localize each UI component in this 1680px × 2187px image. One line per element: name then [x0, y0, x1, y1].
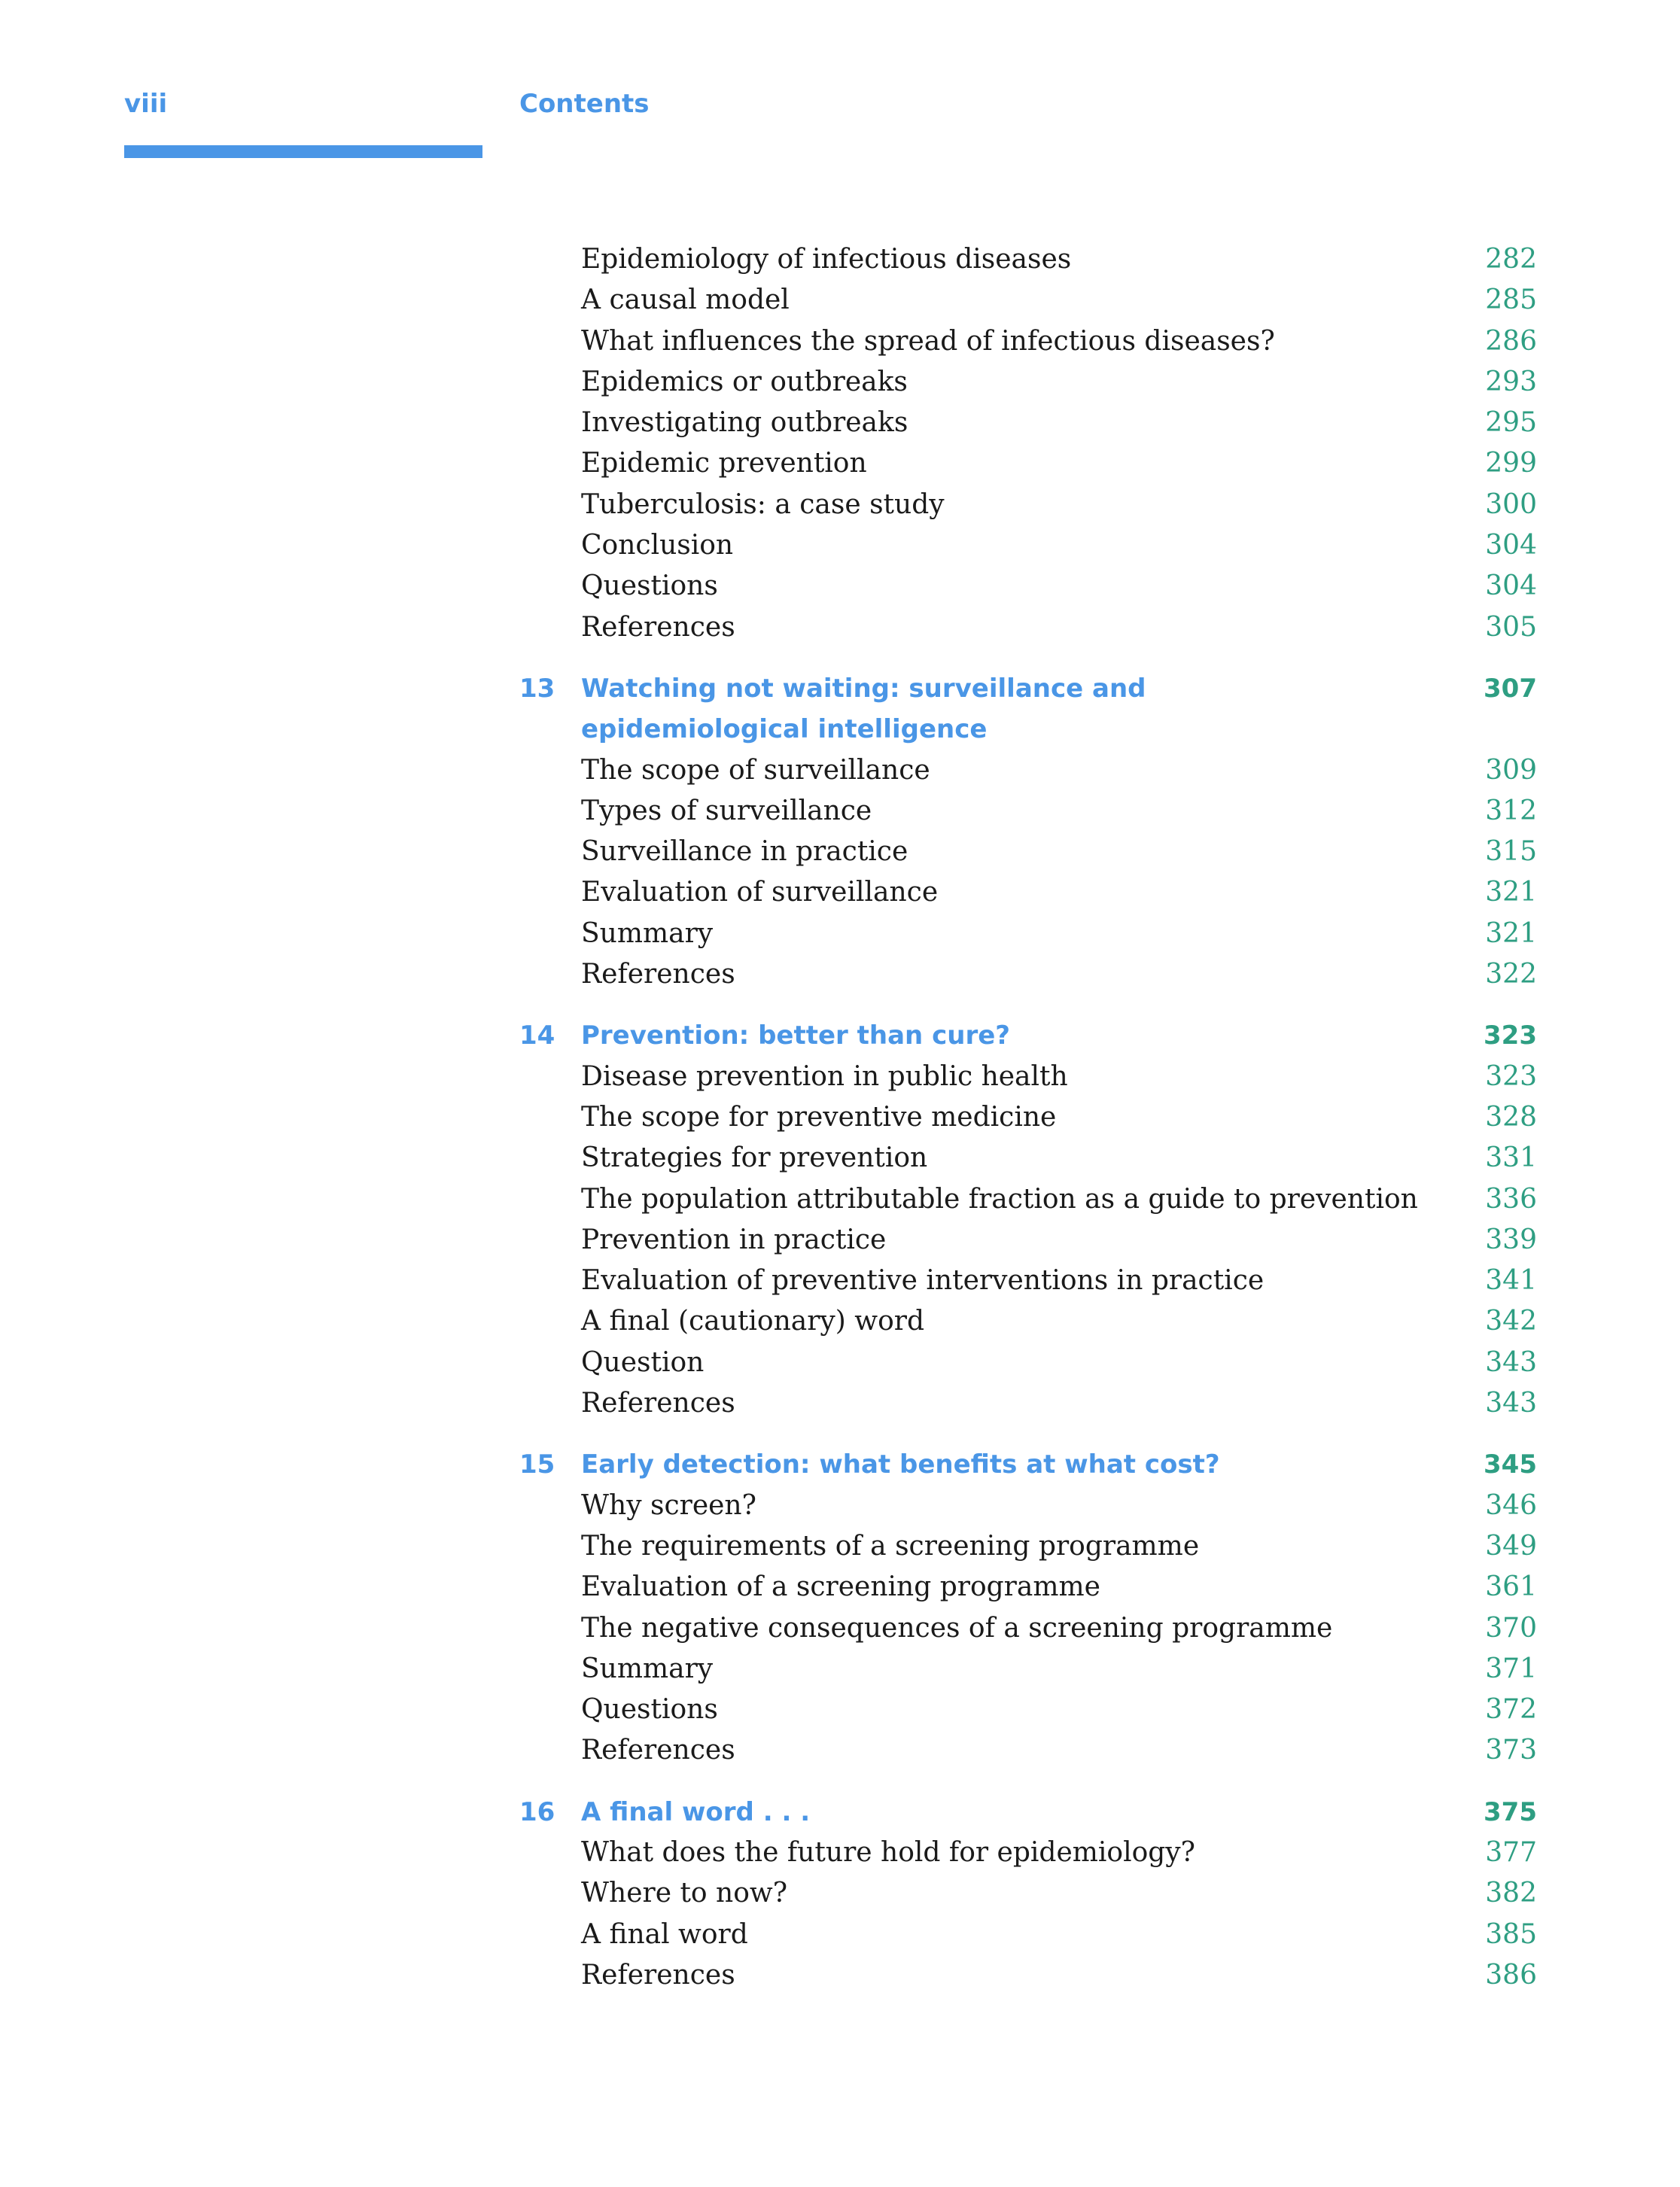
- chapter-heading[interactable]: [519, 1792, 1545, 1833]
- toc-entry[interactable]: [519, 1915, 1545, 1955]
- toc-entry[interactable]: [519, 1567, 1545, 1608]
- toc-entry-page: 377: [1485, 1836, 1537, 1868]
- toc-entry-page: 382: [1485, 1878, 1537, 1909]
- chapter-heading-continued[interactable]: [519, 709, 1545, 750]
- toc-entry-title: What influences the spread of infectious diseases?: [581, 325, 1275, 357]
- toc-entry-page: 323: [1485, 1060, 1537, 1092]
- toc-entry[interactable]: [519, 280, 1545, 321]
- chapter-heading[interactable]: [519, 1444, 1545, 1485]
- chapter-page: 345: [1484, 1449, 1537, 1480]
- toc-entry-title: Tuberculosis: a case study: [581, 488, 945, 520]
- toc-entry-title: Epidemic prevention: [581, 448, 867, 479]
- chapter-14: [519, 1015, 1545, 1056]
- toc-entry-page: 322: [1485, 959, 1537, 990]
- toc-entry-title: Summary: [581, 1653, 714, 1684]
- toc-entry-title: The population attributable fraction as a guide to prevention: [581, 1183, 1418, 1215]
- chapter-number: 14: [519, 1020, 555, 1051]
- toc-entry-page: 305: [1485, 611, 1537, 643]
- chapter-title: Early detection: what benefits at what cost?: [581, 1449, 1220, 1480]
- chapter-13-entries: [519, 750, 1545, 996]
- toc-entry-page: 295: [1485, 407, 1537, 439]
- chapter-13: [519, 668, 1545, 750]
- toc-entry[interactable]: [519, 362, 1545, 403]
- toc-entry-title: References: [581, 1388, 735, 1419]
- toc-entry-page: 371: [1485, 1653, 1537, 1684]
- toc-entry-title: The negative consequences of a screening programme: [581, 1612, 1333, 1644]
- toc-entry[interactable]: [519, 607, 1545, 648]
- toc-entry[interactable]: [519, 1730, 1545, 1771]
- toc-entry-page: 293: [1485, 366, 1537, 397]
- toc-entry[interactable]: [519, 1261, 1545, 1301]
- chapter-number: 15: [519, 1449, 555, 1480]
- toc-entry-title: References: [581, 1959, 735, 1991]
- toc-entry[interactable]: [519, 239, 1545, 280]
- chapter-15-entries: [519, 1486, 1545, 1772]
- toc-entry-page: 285: [1485, 284, 1537, 316]
- toc-entry-title: Epidemics or outbreaks: [581, 366, 908, 397]
- toc-entry-page: 361: [1485, 1571, 1537, 1603]
- toc-entry-title: The requirements of a screening programme: [581, 1530, 1200, 1562]
- toc-entry-page: 299: [1485, 448, 1537, 479]
- toc-entry-page: 304: [1485, 570, 1537, 602]
- toc-entry-page: 385: [1485, 1918, 1537, 1950]
- toc-entry[interactable]: [519, 750, 1545, 791]
- toc-entry[interactable]: [519, 1690, 1545, 1730]
- toc-entry[interactable]: [519, 443, 1545, 484]
- toc-entry-title: Surveillance in practice: [581, 836, 908, 868]
- toc-entry-title: Types of surveillance: [581, 795, 872, 826]
- toc-entry-title: Question: [581, 1346, 705, 1378]
- toc-entry[interactable]: [519, 566, 1545, 607]
- toc-entry-page: 328: [1485, 1101, 1537, 1133]
- toc-entry-page: 312: [1485, 795, 1537, 826]
- toc-entry[interactable]: [519, 914, 1545, 954]
- toc-entry[interactable]: [519, 954, 1545, 995]
- toc-entry-page: 346: [1485, 1489, 1537, 1521]
- chapter-number: 13: [519, 673, 555, 704]
- toc-entry-page: 321: [1485, 917, 1537, 949]
- toc-entry-page: 370: [1485, 1612, 1537, 1644]
- toc-entry[interactable]: [519, 1873, 1545, 1914]
- toc-entry-page: 339: [1485, 1224, 1537, 1255]
- toc-entry[interactable]: [519, 872, 1545, 913]
- toc-entry-title: Why screen?: [581, 1489, 756, 1521]
- chapter-title: Watching not waiting: surveillance and: [581, 673, 1146, 704]
- toc-entry-title: Disease prevention in public health: [581, 1060, 1068, 1092]
- toc-entry-page: 349: [1485, 1530, 1537, 1562]
- toc-entry-title: Where to now?: [581, 1878, 788, 1909]
- toc-entry-page: 372: [1485, 1694, 1537, 1726]
- toc-entry[interactable]: [519, 1138, 1545, 1179]
- chapter-16-entries: [519, 1833, 1545, 1996]
- toc-entry[interactable]: [519, 1486, 1545, 1526]
- toc-intro-section: [519, 239, 1545, 648]
- running-head: Contents: [519, 89, 650, 119]
- toc-entry-title: References: [581, 611, 735, 643]
- page-number: viii: [124, 89, 168, 119]
- toc-entry-title: A causal model: [581, 284, 790, 316]
- toc-entry[interactable]: [519, 1383, 1545, 1424]
- toc-entry-page: 343: [1485, 1388, 1537, 1419]
- toc-entry-page: 386: [1485, 1959, 1537, 1991]
- toc-entry-page: 304: [1485, 530, 1537, 561]
- chapter-title: Prevention: better than cure?: [581, 1020, 1010, 1051]
- toc-entry[interactable]: [519, 525, 1545, 566]
- toc-entry[interactable]: [519, 1955, 1545, 1996]
- toc-entry[interactable]: [519, 321, 1545, 362]
- chapter-page: 323: [1484, 1020, 1537, 1051]
- chapter-title-line2: epidemiological intelligence: [581, 714, 988, 745]
- toc-entry-title: Evaluation of surveillance: [581, 877, 939, 908]
- header-rule: [124, 145, 482, 158]
- toc-entry[interactable]: [519, 403, 1545, 443]
- toc-entry-page: 300: [1485, 488, 1537, 520]
- toc-entry-title: Questions: [581, 1694, 718, 1726]
- toc-entry[interactable]: [519, 791, 1545, 832]
- toc-entry[interactable]: [519, 485, 1545, 525]
- page-header: [0, 89, 1680, 134]
- toc-entry[interactable]: [519, 832, 1545, 872]
- toc-entry-title: A final (cautionary) word: [581, 1306, 924, 1337]
- toc-entry-title: Epidemiology of infectious diseases: [581, 244, 1072, 275]
- toc-entry[interactable]: [519, 1343, 1545, 1383]
- toc-entry-page: 309: [1485, 754, 1537, 786]
- toc-entry[interactable]: [519, 1301, 1545, 1342]
- chapter-heading[interactable]: [519, 668, 1545, 709]
- chapter-16: [519, 1792, 1545, 1833]
- toc-entry[interactable]: [519, 1833, 1545, 1873]
- toc-entry-title: Summary: [581, 917, 714, 949]
- toc-entry-page: 286: [1485, 325, 1537, 357]
- toc-entry-page: 331: [1485, 1142, 1537, 1174]
- toc-entry-page: 321: [1485, 877, 1537, 908]
- toc-entry-title: Conclusion: [581, 530, 734, 561]
- toc-entry[interactable]: [519, 1526, 1545, 1567]
- toc-entry-page: 342: [1485, 1306, 1537, 1337]
- toc-entry[interactable]: [519, 1608, 1545, 1649]
- chapter-number: 16: [519, 1796, 555, 1827]
- toc-entry-title: The scope of surveillance: [581, 754, 930, 786]
- toc-entry[interactable]: [519, 1220, 1545, 1261]
- chapter-heading[interactable]: [519, 1015, 1545, 1056]
- toc-entry-title: Prevention in practice: [581, 1224, 887, 1255]
- chapter-page: 375: [1484, 1796, 1537, 1827]
- chapter-14-entries: [519, 1057, 1545, 1425]
- toc-entry-title: References: [581, 959, 735, 990]
- toc-entry-page: 343: [1485, 1346, 1537, 1378]
- chapter-15: [519, 1444, 1545, 1485]
- toc-entry-page: 336: [1485, 1183, 1537, 1215]
- toc-entry[interactable]: [519, 1179, 1545, 1220]
- table-of-contents: [519, 239, 1545, 1996]
- toc-entry-title: A final word: [581, 1918, 748, 1950]
- toc-entry-title: Evaluation of preventive interventions in practice: [581, 1265, 1265, 1297]
- toc-entry[interactable]: [519, 1097, 1545, 1138]
- toc-entry-page: 315: [1485, 836, 1537, 868]
- toc-entry-title: Investigating outbreaks: [581, 407, 908, 439]
- toc-entry-page: 282: [1485, 244, 1537, 275]
- chapter-title: A final word . . .: [581, 1796, 811, 1827]
- toc-entry-page: 373: [1485, 1735, 1537, 1766]
- toc-entry[interactable]: [519, 1649, 1545, 1690]
- toc-entry-page: 341: [1485, 1265, 1537, 1297]
- toc-entry-title: What does the future hold for epidemiology?: [581, 1836, 1195, 1868]
- toc-entry-title: References: [581, 1735, 735, 1766]
- toc-entry-title: Questions: [581, 570, 718, 602]
- toc-entry-title: The scope for preventive medicine: [581, 1101, 1057, 1133]
- chapter-page: 307: [1484, 673, 1537, 704]
- toc-entry[interactable]: [519, 1057, 1545, 1097]
- toc-entry-title: Evaluation of a screening programme: [581, 1571, 1100, 1603]
- toc-entry-title: Strategies for prevention: [581, 1142, 928, 1174]
